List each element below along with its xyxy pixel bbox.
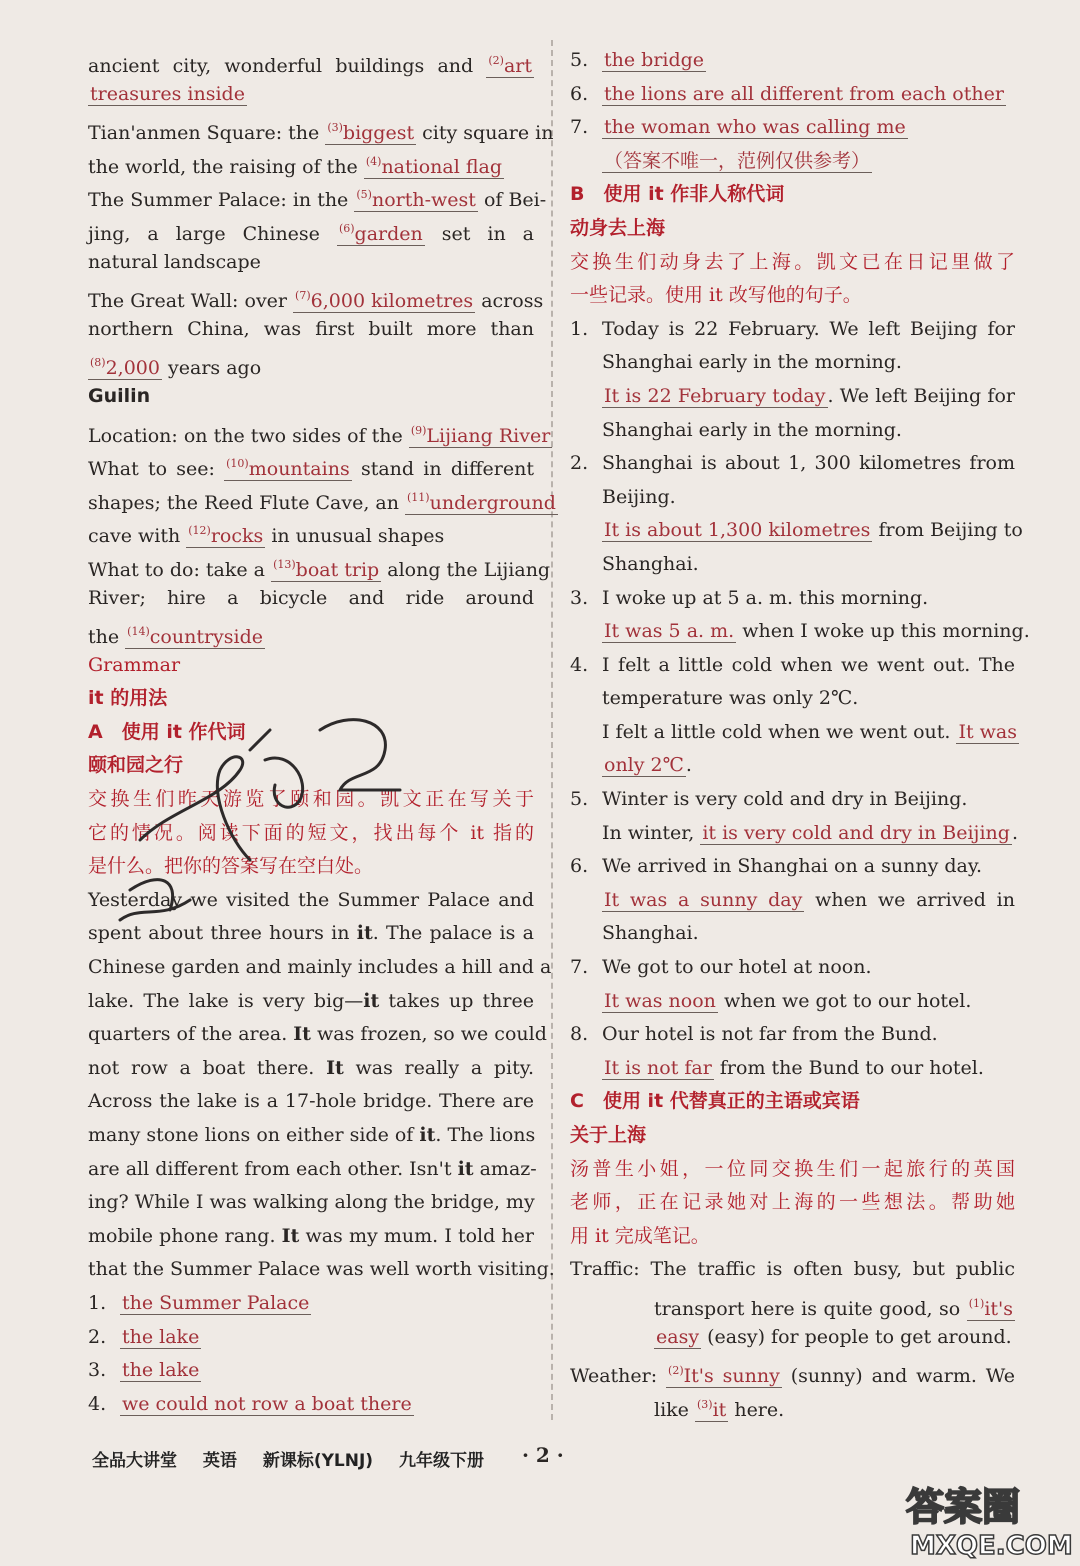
question-5-answer: In winter, it is very cold and dry in Beijing .: [602, 821, 1018, 844]
traffic-line: Traffic: The traffic is often busy, but public: [570, 1258, 1015, 1281]
question-4-answer: I felt a little cold when we went out. It was: [602, 720, 1017, 743]
passage-line-6: not row a boat there. It was really a pity.: [88, 1056, 534, 1079]
question-6: 6. We arrived in Shanghai on a sunny day.: [570, 855, 983, 878]
answer-4: $^{(4)}$national flag: [365, 154, 502, 178]
question-8: 8. Our hotel is not far from the Bund.: [570, 1023, 938, 1046]
question-4-answer-cont: only 2℃ .: [604, 754, 692, 777]
answer-item: 6. the lions are all different from each other: [570, 82, 1004, 105]
what-to-see-line-2: shapes; the Reed Flute Cave, an $^{(11)}$underground: [88, 490, 556, 514]
question-2-cont: Beijing.: [602, 485, 676, 508]
what-to-do-line-2: River; hire a bicycle and ride around: [88, 586, 534, 609]
passage-line-7: Across the lake is a 17-hole bridge. There are: [88, 1090, 534, 1113]
passage-line-12: that the Summer Palace was well worth visiting.: [88, 1258, 555, 1281]
answer-10: $^{(10)}$mountains: [226, 457, 350, 481]
answer-item: 7. the woman who was calling me: [570, 116, 906, 139]
location-line: Location: on the two sides of the $^{(9)}$Lijiang River: [88, 423, 551, 447]
footer-grade: 九年级下册: [399, 1451, 484, 1471]
answer-item: 3. the lake: [88, 1359, 200, 1382]
answer-9: $^{(9)}$Lijiang River: [410, 423, 551, 447]
weather-line: Weather: $^{(2)}$It's sunny (sunny) and warm. We: [570, 1364, 1015, 1388]
answer-13: $^{(13)}$boat trip: [273, 557, 380, 581]
svg-text:MXQE.COM: MXQE.COM: [910, 1531, 1073, 1561]
section-a-title: 颐和园之行: [88, 754, 184, 777]
answer-12: $^{(12)}$rocks: [188, 524, 264, 548]
summer-palace-line-2: jing, a large Chinese $^{(6)}$garden set in a: [88, 221, 535, 245]
what-to-see-line-3: cave with $^{(12)}$rocks in unusual shapes: [88, 524, 445, 548]
answer-5: $^{(5)}$north-west: [356, 188, 476, 212]
question-5: 5. Winter is very cold and dry in Beijing.: [570, 788, 968, 811]
passage-line-4: lake. The lake is very big—it takes up three: [88, 989, 534, 1012]
question-2-answer-cont: Shanghai.: [602, 552, 699, 575]
question-7: 7. We got to our hotel at noon.: [570, 956, 872, 979]
question-1: 1. Today is 22 February. We left Beijing for: [570, 317, 1015, 340]
section-a-instructions-1: 交换生们昨天游览了颐和园。凯文正在写关于: [88, 788, 534, 811]
footer-edition: 新课标(YLNJ): [262, 1451, 374, 1471]
right-column: [570, 44, 1030, 1421]
section-b-instructions-2: 一些记录。使用 it 改写他的句子。: [570, 284, 862, 307]
beijing-line-2: [88, 78, 534, 112]
great-wall-line-3: $^{(8)}$2,000 years ago: [90, 356, 262, 380]
section-a-instructions-3: 是什么。把你的答案写在空白处。: [88, 855, 374, 878]
summer-palace-line-3: natural landscape: [88, 250, 261, 273]
what-to-do-line: What to do: take a $^{(13)}$boat trip along the Lijiang: [88, 557, 551, 581]
passage-line-3: Chinese garden and mainly includes a hill and a: [88, 956, 552, 979]
answer-item: 4. we could not row a boat there: [88, 1392, 412, 1415]
answer-item: 5. the bridge: [570, 49, 705, 71]
section-c-instructions-1: 汤普生小姐，一位同交换生们一起旅行的英国: [570, 1157, 1015, 1180]
passage-line-11: mobile phone rang. It was my mum. I told her: [88, 1224, 534, 1247]
svg-text:答案圈: 答案圈: [906, 1485, 1021, 1529]
grammar-heading: Grammar: [88, 653, 181, 676]
question-1-answer-cont: Shanghai early in the morning.: [602, 418, 902, 441]
answer-3: $^{(3)}$biggest: [327, 121, 415, 145]
question-8-answer: It is not far from the Bund to our hotel.: [604, 1056, 984, 1079]
what-to-do-line-3: the $^{(14)}$countryside: [88, 625, 264, 649]
question-2: 2. Shanghai is about 1, 300 kilometres from: [570, 452, 1015, 475]
passage-line-5: quarters of the area. It was frozen, so we could: [88, 1023, 547, 1046]
answer-14: $^{(14)}$countryside: [127, 625, 264, 649]
guilin-heading: Guilin: [88, 384, 151, 407]
summer-palace-line: The Summer Palace: in the $^{(5)}$north-west of Bei-: [88, 188, 547, 212]
footer-brand: 全品大讲堂: [92, 1451, 177, 1471]
question-1-answer: It is 22 February today . We left Beijing for: [604, 384, 1015, 407]
what-to-see-line: What to see: $^{(10)}$mountains stand in different: [88, 457, 534, 481]
answer-2-cont: treasures inside: [90, 82, 245, 105]
passage-line-8: many stone lions on either side of it. The lions: [88, 1124, 536, 1146]
page-number: · 2 ·: [522, 1443, 564, 1467]
answer-7: $^{(7)}$6,000 kilometres: [295, 289, 474, 313]
question-3: 3. I woke up at 5 a. m. this morning.: [570, 586, 929, 609]
passage-line-2: spent about three hours in it. The palace is a: [88, 922, 534, 945]
section-c-title: 关于上海: [570, 1124, 647, 1146]
section-b-instructions-1: 交换生们动身去了上海。凯文已在日记里做了: [570, 250, 1015, 273]
it-usage-heading: it 的用法: [88, 687, 168, 710]
question-3-answer: It was 5 a. m. when I woke up this morning.: [604, 620, 1030, 643]
traffic-line-2: transport here is quite good, so $^{(1)}$it's: [654, 1296, 1013, 1320]
section-c-heading: C 使用 it 代替真正的主语或宾语: [570, 1090, 860, 1113]
handwriting-scribble: [100, 690, 430, 930]
section-c-instructions-3: 用 it 完成笔记。: [570, 1224, 710, 1247]
passage-line-10: ing? While I was walking along the bridge, my: [88, 1191, 535, 1214]
weather-line-2: like $^{(3)}$it here.: [654, 1397, 785, 1421]
traffic-line-3: easy (easy) for people to get around.: [656, 1325, 1012, 1348]
section-c-instructions-2: 老师，正在记录她对上海的一些想法。帮助她: [570, 1191, 1015, 1214]
great-wall-line-2: northern China, was first built more than: [88, 317, 534, 340]
section-a-instructions-2: 它的情况。阅读下面的短文，找出每个 it 指的: [88, 821, 534, 844]
footer-subject: 英语: [202, 1451, 237, 1471]
question-1-cont: Shanghai early in the morning.: [602, 351, 902, 374]
question-6-answer: It was a sunny day when we arrived in: [604, 888, 1015, 911]
column-divider: [551, 40, 553, 1420]
question-4: 4. I felt a little cold when we went out. The: [570, 653, 1015, 676]
passage-line-9: are all different from each other. Isn't it amaz-: [88, 1157, 537, 1180]
answer-11: $^{(11)}$underground: [407, 490, 556, 514]
question-4-cont: temperature was only 2℃.: [602, 687, 859, 710]
section-b-heading: B 使用 it 作非人称代词: [570, 183, 785, 206]
great-wall-line: The Great Wall: over $^{(7)}$6,000 kilometres across: [88, 289, 544, 313]
section-a-heading: A 使用 it 作代词: [88, 720, 246, 743]
answer-note: （答案不唯一，范例仅供参考）: [604, 149, 871, 172]
answer-2: $^{(2)}$art: [488, 54, 532, 77]
page-footer: [92, 1446, 504, 1471]
tiananmen-line: Tian'anmen Square: the $^{(3)}$biggest city square in: [88, 121, 554, 145]
answer-8: $^{(8)}$2,000: [90, 356, 160, 380]
beijing-line-1: ancient city, wonderful buildings and $^{(2)}$art: [88, 54, 532, 77]
tiananmen-line-2: the world, the raising of the $^{(4)}$national flag: [88, 154, 502, 178]
section-b-title: 动身去上海: [570, 216, 666, 239]
answer-6: $^{(6)}$garden: [338, 221, 423, 245]
passage-line-1: Yesterday we visited the Summer Palace and: [88, 888, 534, 911]
answer-item: 1. the Summer Palace: [88, 1291, 310, 1314]
question-2-answer: It is about 1,300 kilometres from Beijing to: [604, 519, 1023, 542]
watermark-logo: [900, 1478, 1073, 1562]
question-7-answer: It was noon when we got to our hotel.: [604, 989, 972, 1012]
question-6-answer-cont: Shanghai.: [602, 922, 699, 945]
answer-item: 2. the lake: [88, 1325, 200, 1348]
